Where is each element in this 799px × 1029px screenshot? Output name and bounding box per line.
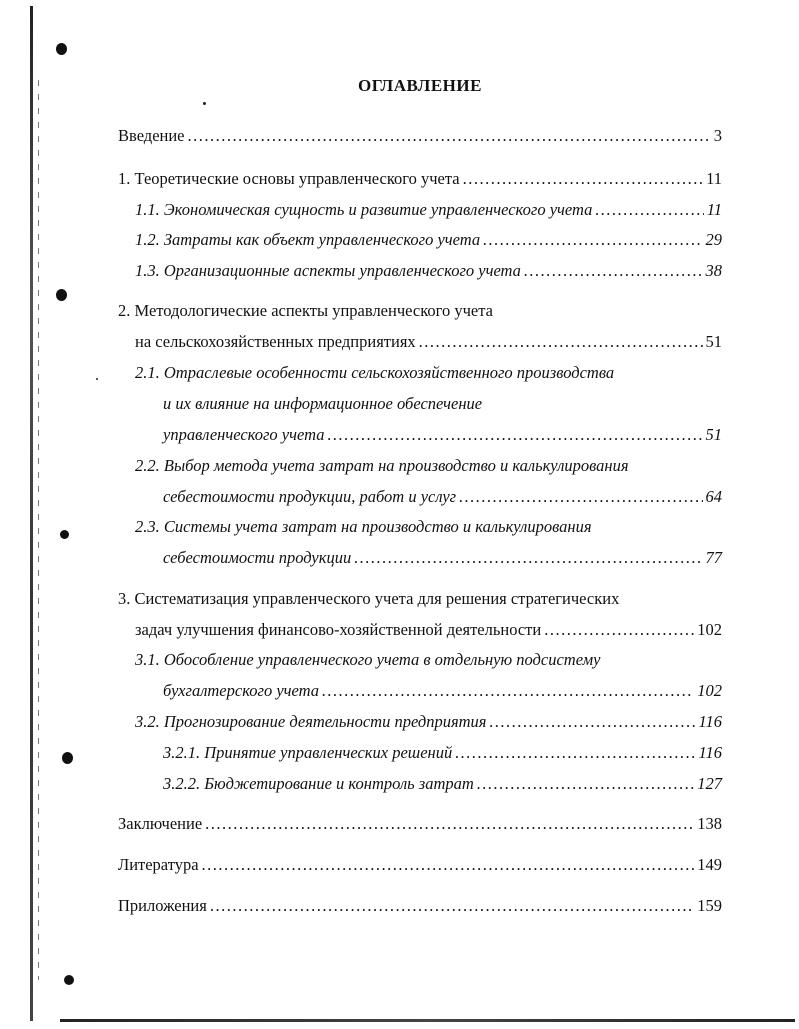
toc-leader-dots	[483, 228, 702, 252]
toc-entry-text: 1. Теоретические основы управленческого учета	[118, 169, 460, 188]
toc-leader-dots	[459, 485, 702, 509]
toc-entry-text: 3.2.2. Бюджетирование и контроль затрат	[163, 774, 474, 793]
toc-page-number: 149	[697, 855, 722, 874]
toc-leader-dots	[524, 259, 703, 283]
toc-page-number: 159	[697, 896, 722, 915]
scan-speck	[96, 378, 98, 380]
toc-entry-section-2-1[interactable]	[163, 423, 722, 447]
toc-leader-dots	[489, 710, 695, 734]
toc-entry-text: на сельскохозяйственных предприятиях	[135, 332, 416, 351]
toc-entry-section-3-2-1[interactable]	[163, 741, 722, 765]
toc-leader-dots	[463, 167, 704, 191]
toc-entry-text: Приложения	[118, 896, 207, 915]
toc-page-number: 51	[705, 332, 722, 351]
scan-bottom-edge	[60, 1019, 795, 1022]
toc-page-number: 38	[705, 261, 722, 280]
toc-entry-text: 3.2. Прогнозирование деятельности предприятия	[135, 712, 487, 731]
toc-leader-dots	[188, 124, 711, 148]
punch-hole-mark	[62, 752, 73, 764]
punch-hole-mark	[56, 43, 67, 55]
toc-page-number: 127	[697, 774, 722, 793]
toc-leader-dots	[455, 741, 695, 765]
toc-entry-section-1-2[interactable]	[135, 228, 722, 252]
toc-leader-dots	[327, 423, 702, 447]
toc-leader-dots	[322, 679, 694, 703]
toc-entry-text: бухгалтерского учета	[163, 681, 320, 700]
toc-entry-section-3-1-line-1[interactable]: 3.1. Обособление управленческого учета в отдельную подсистему	[135, 650, 601, 669]
toc-entry-text: себестоимости продукции, работ и услуг	[163, 487, 457, 506]
toc-leader-dots	[210, 894, 694, 918]
toc-page-number: 29	[705, 230, 722, 249]
toc-entry-intro[interactable]	[118, 124, 722, 148]
toc-page-number: 64	[705, 487, 722, 506]
toc-entry-chapter-1[interactable]	[118, 167, 722, 191]
toc-entry-chapter-3[interactable]	[135, 618, 722, 642]
toc-page-number: 11	[706, 169, 722, 188]
toc-page-number: 11	[706, 200, 722, 219]
toc-entry-text: 1.3. Организационные аспекты управленческого учета	[135, 261, 521, 280]
toc-entry-section-2-3[interactable]	[163, 546, 722, 570]
toc-page-number: 102	[697, 620, 722, 639]
toc-entry-section-2-2[interactable]	[163, 485, 722, 509]
toc-page-number: 51	[705, 425, 722, 444]
scan-speck	[203, 102, 206, 105]
toc-leader-dots	[544, 618, 694, 642]
punch-hole-mark	[60, 530, 69, 539]
toc-entry-text: 3.2.1. Принятие управленческих решений	[163, 743, 453, 762]
toc-entry-section-3-2-2[interactable]	[163, 772, 722, 796]
scan-binding-edge	[30, 6, 33, 1021]
toc-entry-section-2-1-line-1[interactable]: 2.1. Отраслевые особенности сельскохозяйственного производства	[135, 363, 615, 382]
page-title: ОГЛАВЛЕНИЕ	[358, 76, 482, 95]
toc-entry-chapter-2-line-1[interactable]: 2. Методологические аспекты управленческого учета	[118, 301, 493, 320]
toc-entry-chapter-2[interactable]	[135, 330, 722, 354]
toc-page-number: 116	[698, 743, 722, 762]
toc-leader-dots	[595, 198, 703, 222]
toc-entry-chapter-3-line-1[interactable]: 3. Систематизация управленческого учета для решения стратегических	[118, 589, 620, 608]
toc-entry-text: 1.1. Экономическая сущность и развитие управленческого учета	[135, 200, 593, 219]
toc-entry-section-2-1-line-2[interactable]: и их влияние на информационное обеспечение	[163, 394, 483, 413]
toc-leader-dots	[477, 772, 694, 796]
toc-entry-literature[interactable]	[118, 853, 722, 877]
toc-entry-section-2-3-line-1[interactable]: 2.3. Системы учета затрат на производство и калькулирования	[135, 517, 592, 536]
toc-entry-section-3-1[interactable]	[163, 679, 722, 703]
toc-entry-section-1-3[interactable]	[135, 259, 722, 283]
punch-hole-mark	[64, 975, 74, 985]
toc-leader-dots	[202, 853, 695, 877]
toc-page-number: 77	[705, 548, 722, 567]
toc-entry-section-3-2[interactable]	[135, 710, 722, 734]
toc-leader-dots	[354, 546, 702, 570]
toc-entry-text: Литература	[118, 855, 199, 874]
toc-entry-text: 1.2. Затраты как объект управленческого учета	[135, 230, 481, 249]
toc-leader-dots	[419, 330, 703, 354]
toc-entry-text: Заключение	[118, 814, 203, 833]
scan-binding-marks	[38, 80, 39, 980]
toc-entry-text: управленческого учета	[163, 425, 325, 444]
toc-entry-text: задач улучшения финансово-хозяйственной деятельности	[135, 620, 542, 639]
toc-entry-text: Введение	[118, 126, 185, 145]
toc-page-number: 116	[698, 712, 722, 731]
punch-hole-mark	[56, 289, 67, 301]
toc-entry-appendices[interactable]	[118, 894, 722, 918]
toc-entry-section-1-1[interactable]	[135, 198, 722, 222]
toc-page-number: 3	[713, 126, 722, 145]
toc-page-number: 102	[697, 681, 722, 700]
toc-entry-conclusion[interactable]	[118, 812, 722, 836]
toc-leader-dots	[205, 812, 694, 836]
toc-entry-section-2-2-line-1[interactable]: 2.2. Выбор метода учета затрат на производство и калькулирования	[135, 456, 629, 475]
toc-page-number: 138	[697, 814, 722, 833]
toc-entry-text: себестоимости продукции	[163, 548, 352, 567]
